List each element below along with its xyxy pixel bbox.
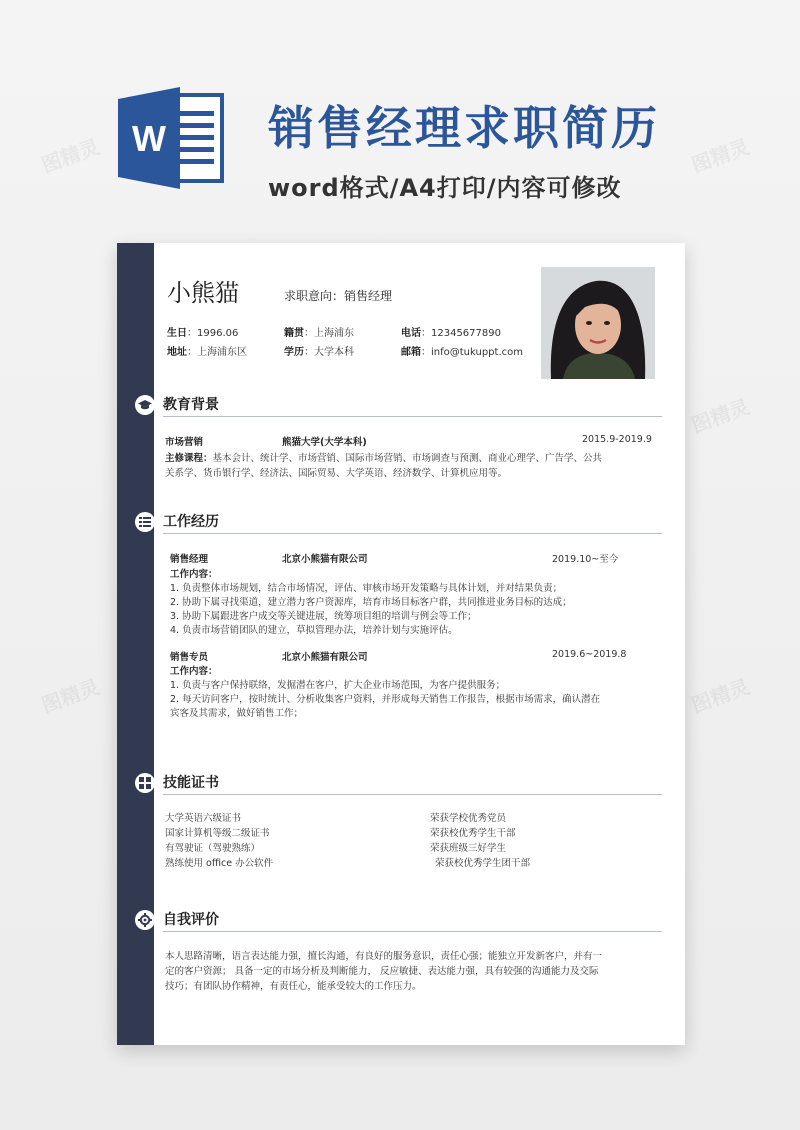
banner [0, 0, 800, 235]
section-title: 教育背景 [163, 397, 219, 413]
job-content-label: 工作内容： [170, 666, 218, 677]
self-eval-line: 本人思路清晰，语言表达能力强，擅长沟通，有良好的服务意识，责任心强；能独立开发新客户，并有一 [165, 951, 603, 962]
job-position: 销售专员 [170, 652, 209, 663]
info-email: 邮箱：info@tukuppt.com [401, 347, 523, 358]
section-divider [163, 416, 662, 417]
watermark: 图精灵 [688, 394, 753, 438]
job-period: 2019.10~至今 [552, 554, 619, 565]
banner-title: 销售经理求职简历 [268, 101, 660, 155]
job-duty-line: 1. 负责整体市场规划，结合市场情况，评估、审核市场开发策略与具体计划，并对结果负责； [170, 583, 563, 594]
job-company: 北京小熊猫有限公司 [282, 554, 368, 565]
info-phone: 电话：12345677890 [401, 328, 501, 339]
award-item: 荣获校优秀学生干部 [430, 828, 516, 839]
watermark: 图精灵 [38, 134, 103, 178]
edu-courses-line: 关系学、货币银行学、经济法、国际贸易、大学英语、经济数学、计算机应用等。 [165, 468, 508, 479]
section-self-eval-header [135, 908, 662, 932]
svg-text:W: W [132, 118, 166, 159]
skill-item: 有驾驶证（驾驶熟练） [165, 843, 261, 854]
award-item: 荣获校优秀学生团干部 [435, 858, 531, 869]
skill-item: 熟练使用 office 办公软件 [165, 858, 274, 869]
word-document-icon [118, 85, 226, 190]
grid-icon [135, 773, 155, 793]
watermark: 图精灵 [688, 674, 753, 718]
award-item: 荣获学校优秀党员 [430, 813, 507, 824]
job-duty-line: 宾客及其需求，做好销售工作； [170, 708, 304, 719]
graduation-cap-icon [135, 395, 155, 415]
section-divider [163, 794, 662, 795]
skill-item: 大学英语六级证书 [165, 813, 242, 824]
watermark: 图精灵 [38, 674, 103, 718]
self-eval-line: 定的客户资源； 具备一定的市场分析及判断能力， 反应敏捷、表达能力强，具有较强的沟通能力及交际 [165, 966, 599, 977]
job-content-label: 工作内容： [170, 569, 218, 580]
self-eval-line: 技巧；有团队协作精神，有责任心，能承受较大的工作压力。 [165, 981, 422, 992]
job-company: 北京小熊猫有限公司 [282, 652, 368, 663]
job-duty-line: 2. 每天访问客户，按时统计、分析收集客户资料，并形成每天销售工作报告，根据市场需求，确认潜在 [170, 694, 601, 705]
skill-item: 国家计算机等级二级证书 [165, 828, 270, 839]
edu-school: 熊猫大学(大学本科) [282, 437, 367, 448]
section-title: 自我评价 [163, 912, 219, 928]
section-title: 工作经历 [163, 514, 219, 530]
info-address: 地址：上海浦东区 [167, 347, 247, 358]
edu-period: 2015.9-2019.9 [582, 434, 652, 445]
section-education-header [135, 393, 662, 417]
section-skills-header [135, 771, 662, 795]
profile-photo [541, 267, 655, 379]
info-birthday: 生日：1996.06 [167, 328, 239, 339]
section-divider [163, 931, 662, 932]
job-duty-line: 4. 负责市场营销团队的建立，草拟管理办法，培养计划与实施评估。 [170, 625, 458, 636]
info-hometown: 籍贯：上海浦东 [284, 328, 354, 339]
resume-page [117, 243, 685, 1045]
watermark: 图精灵 [688, 134, 753, 178]
gear-icon [135, 910, 155, 930]
section-title: 技能证书 [163, 775, 219, 791]
banner-subtitle: word格式/A4打印/内容可修改 [268, 174, 622, 202]
candidate-name: 小熊猫 [167, 279, 239, 307]
award-item: 荣获班级三好学生 [430, 843, 507, 854]
section-work-header [135, 510, 662, 534]
job-duty-line: 2. 协助下属寻找渠道，建立潜力客户资源库，培育市场目标客户群，共同推进业务目标的达成； [170, 597, 572, 608]
job-position: 销售经理 [170, 554, 209, 565]
job-duty-line: 1. 负责与客户保持联络，发掘潜在客户，扩大企业市场范围，为客户提供服务； [170, 680, 506, 691]
job-period: 2019.6~2019.8 [552, 649, 627, 660]
edu-courses-line: 主修课程：基本会计、统计学、市场营销、国际市场营销、市场调查与预测、商业心理学、广告学、公共 [165, 453, 603, 464]
section-divider [163, 533, 662, 534]
edu-major: 市场营销 [165, 437, 204, 448]
job-intent: 求职意向：销售经理 [284, 289, 393, 303]
info-education: 学历：大学本科 [284, 347, 354, 358]
list-icon [135, 512, 155, 532]
job-duty-line: 3. 协助下属跟进客户成交等关键进展，统筹项目组的培训与例会等工作； [170, 611, 477, 622]
